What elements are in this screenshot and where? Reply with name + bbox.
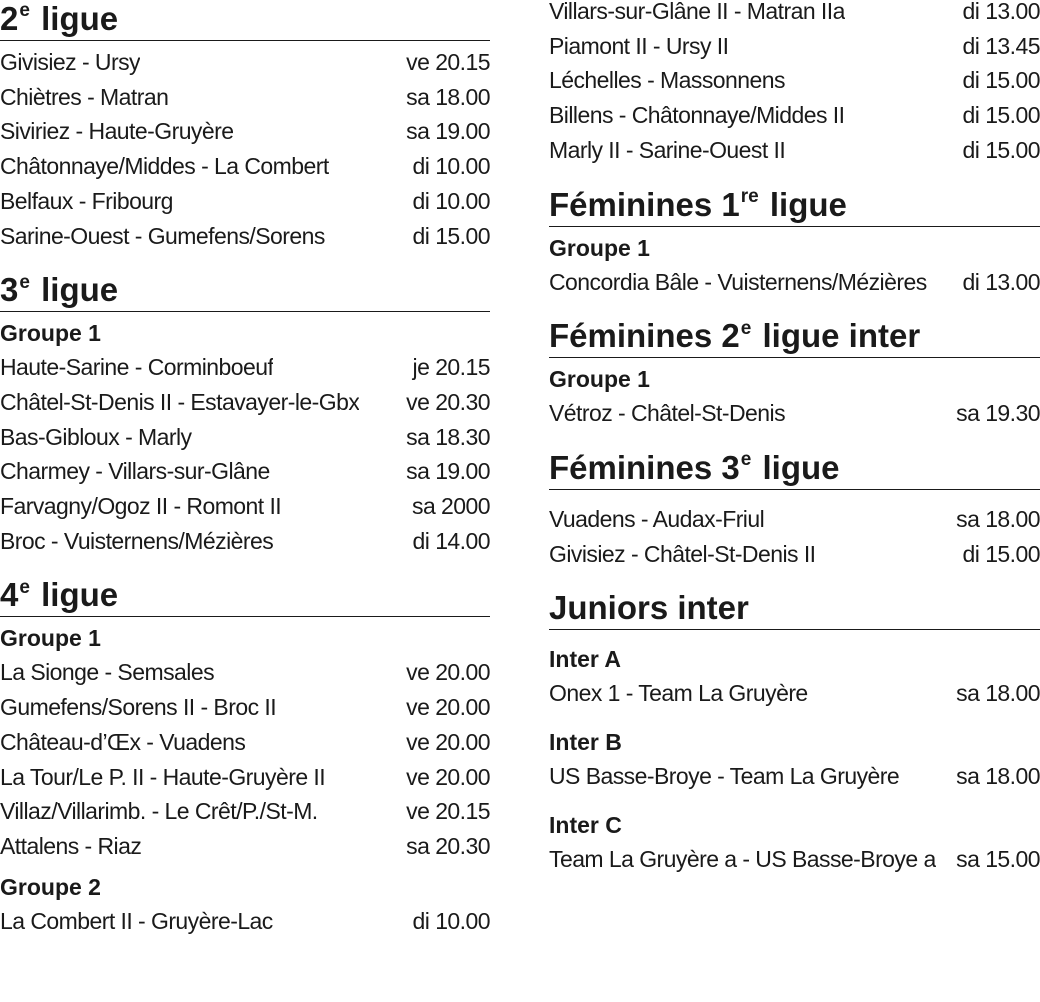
match-row: Team La Gruyère a - US Basse-Broye a sa 15.00: [549, 845, 1040, 872]
match-row: Vuadens - Audax-Friul sa 18.00: [549, 505, 1040, 532]
match-row: Marly II - Sarine-Ouest II di 15.00: [549, 136, 1040, 163]
match-row: Vétroz - Châtel-St-Denis sa 19.30: [549, 400, 1040, 427]
section-title: Féminines 1re ligue: [549, 186, 1040, 227]
section-feminines-1re-ligue: [549, 186, 1040, 300]
section-title: 3e ligue: [0, 271, 490, 312]
section-title: Juniors inter: [549, 589, 1040, 630]
match-row: Siviriez - Haute-Gruyère sa 19.00: [0, 118, 490, 145]
match-row: Léchelles - Massonnens di 15.00: [549, 67, 1040, 94]
section-continued: [549, 0, 1040, 168]
section-title: 2e ligue: [0, 0, 490, 41]
right-column: [549, 0, 1040, 876]
group-label: Inter A: [549, 646, 621, 673]
section-title: 4e ligue: [0, 576, 490, 617]
match-row: La Sionge - Semsales ve 20.00: [0, 659, 490, 686]
group-label: Inter C: [549, 811, 622, 838]
match-row: Givisiez - Ursy ve 20.15: [0, 49, 490, 75]
match-row: Piamont II - Ursy II di 13.45: [549, 32, 1040, 59]
section-feminines-3e-ligue: [549, 449, 1040, 571]
match-row: La Tour/Le P. II - Haute-Gruyère II ve 20.00: [0, 763, 490, 790]
left-column: [0, 0, 490, 938]
section-4e-ligue: [0, 576, 490, 938]
match-row: Belfaux - Fribourg di 10.00: [0, 187, 490, 214]
match-row: La Combert II - Gruyère-Lac di 10.00: [0, 907, 490, 934]
match-row: Château-d’Œx - Vuadens ve 20.00: [0, 728, 490, 755]
section-feminines-2e-ligue-inter: [549, 317, 1040, 431]
group-label: Groupe 2: [0, 873, 101, 900]
section-juniors-inter: [549, 589, 1040, 876]
match-row: Châtel-St-Denis II - Estavayer-le-Gbx ve 20.30: [0, 388, 490, 415]
match-row: US Basse-Broye - Team La Gruyère sa 18.00: [549, 763, 1040, 790]
match-row: Billens - Châtonnaye/Middes II di 15.00: [549, 102, 1040, 129]
match-row: Villaz/Villarimb. - Le Crêt/P./St-M. ve 20.15: [0, 798, 490, 825]
match-row: Châtonnaye/Middes - La Combert di 10.00: [0, 153, 490, 180]
match-row: Broc - Vuisternens/Mézières di 14.00: [0, 527, 490, 554]
match-row: Givisiez - Châtel-St-Denis II di 15.00: [549, 540, 1040, 567]
match-row: Gumefens/Sorens II - Broc II ve 20.00: [0, 694, 490, 721]
match-row: Concordia Bâle - Vuisternens/Mézières di 13.00: [549, 268, 1040, 295]
match-row: Haute-Sarine - Corminboeuf je 20.15: [0, 354, 490, 381]
match-row: Onex 1 - Team La Gruyère sa 18.00: [549, 680, 1040, 707]
match-row: Attalens - Riaz sa 20.30: [0, 832, 490, 859]
section-2e-ligue: [0, 0, 490, 253]
match-row: Chiètres - Matran sa 18.00: [0, 83, 490, 110]
match-row: Sarine-Ouest - Gumefens/Sorens di 15.00: [0, 222, 490, 249]
section-title: Féminines 2e ligue inter: [549, 317, 1040, 358]
section-3e-ligue: [0, 271, 490, 558]
group-label: Groupe 1: [0, 320, 101, 347]
group-label: Groupe 1: [549, 366, 650, 393]
group-label: Groupe 1: [549, 234, 650, 261]
match-row: Villars-sur-Glâne II - Matran IIa di 13.00: [549, 0, 1040, 24]
group-label: Inter B: [549, 729, 622, 756]
group-label: Groupe 1: [0, 625, 101, 652]
match-row: Charmey - Villars-sur-Glâne sa 19.00: [0, 458, 490, 485]
match-row: Farvagny/Ogoz II - Romont II sa 2000: [0, 493, 490, 520]
section-title: Féminines 3e ligue: [549, 449, 1040, 490]
match-row: Bas-Gibloux - Marly sa 18.30: [0, 423, 490, 450]
